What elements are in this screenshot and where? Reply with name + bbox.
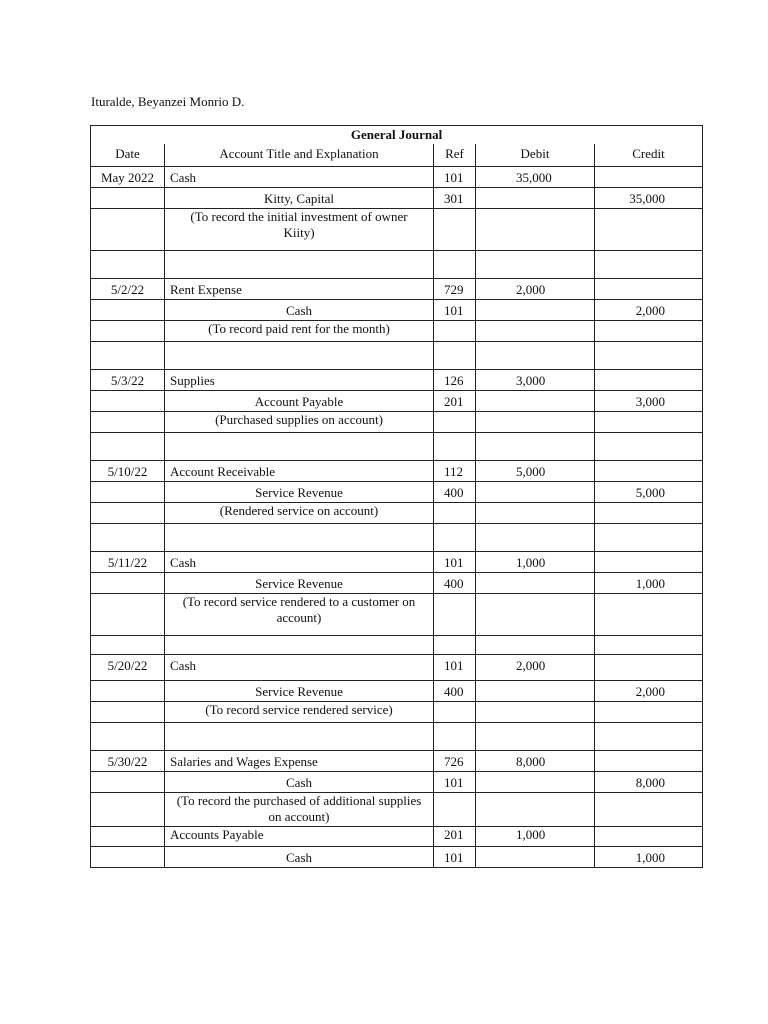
general-journal-table	[90, 125, 703, 868]
debit-amount	[476, 188, 595, 209]
entry-explanation: (To record service rendered service)	[165, 702, 434, 723]
table-row	[91, 702, 703, 723]
credit-amount: 2,000	[595, 300, 703, 321]
spacer-row	[91, 636, 703, 655]
empty-cell	[434, 793, 476, 827]
debit-account: Account Receivable	[165, 461, 434, 482]
table-row	[91, 209, 703, 251]
author-name: Ituralde, Beyanzei Monrio D.	[91, 94, 245, 109]
empty-cell	[595, 594, 703, 636]
empty-cell	[91, 772, 165, 793]
spacer-row	[91, 524, 703, 552]
credit-account: Cash	[165, 772, 434, 793]
empty-cell	[476, 482, 595, 503]
spacer-row	[91, 251, 703, 279]
ref-number: 101	[434, 300, 476, 321]
empty-cell	[476, 702, 595, 723]
empty-cell	[595, 751, 703, 772]
empty-cell	[476, 412, 595, 433]
empty-cell	[595, 827, 703, 847]
empty-cell	[476, 772, 595, 793]
ref-number: 126	[434, 370, 476, 391]
empty-cell	[595, 702, 703, 723]
entry-explanation: (To record service rendered to a customer on account)	[165, 594, 434, 636]
empty-cell	[434, 702, 476, 723]
header-row	[91, 144, 703, 167]
debit-amount: 35,000	[476, 167, 595, 188]
empty-cell	[91, 321, 165, 342]
credit-account: Service Revenue	[165, 573, 434, 594]
entry-explanation: (To record the purchased of additional supplies on account)	[165, 793, 434, 827]
empty-cell	[476, 391, 595, 412]
debit-account: Cash	[165, 655, 434, 681]
empty-cell	[595, 793, 703, 827]
table-row	[91, 167, 703, 188]
ref-number: 101	[434, 552, 476, 573]
empty-cell	[91, 702, 165, 723]
credit-amount: 35,000	[595, 188, 703, 209]
empty-cell	[476, 209, 595, 251]
entry-date	[91, 188, 165, 209]
entry-date: May 2022	[91, 167, 165, 188]
entry-date: 5/10/22	[91, 461, 165, 482]
empty-cell	[476, 573, 595, 594]
debit-amount: 8,000	[476, 751, 595, 772]
empty-cell	[91, 594, 165, 636]
debit-account: Rent Expense	[165, 279, 434, 300]
ref-number: 201	[434, 391, 476, 412]
credit-amount	[595, 167, 703, 188]
table-row	[91, 751, 703, 772]
debit-account: Cash	[165, 167, 434, 188]
table-row	[91, 552, 703, 573]
spacer-row	[91, 723, 703, 751]
entry-date: 5/3/22	[91, 370, 165, 391]
empty-cell	[595, 209, 703, 251]
ref-number: 101	[434, 167, 476, 188]
ref-number: 729	[434, 279, 476, 300]
empty-cell	[91, 300, 165, 321]
empty-cell	[91, 681, 165, 702]
table-row	[91, 655, 703, 681]
ref-number: 101	[434, 655, 476, 681]
table-row	[91, 772, 703, 793]
entry-explanation: (Rendered service on account)	[165, 503, 434, 524]
empty-cell	[434, 321, 476, 342]
empty-cell	[595, 321, 703, 342]
empty-cell	[476, 321, 595, 342]
spacer-row	[91, 433, 703, 461]
empty-cell	[91, 847, 165, 868]
credit-amount: 5,000	[595, 482, 703, 503]
ref-number: 400	[434, 573, 476, 594]
ref-number: 400	[434, 482, 476, 503]
table-row	[91, 482, 703, 503]
entry-explanation: (To record paid rent for the month)	[165, 321, 434, 342]
spacer-row	[91, 342, 703, 370]
empty-cell	[91, 209, 165, 251]
empty-cell	[476, 681, 595, 702]
empty-cell	[476, 300, 595, 321]
debit-amount: 2,000	[476, 279, 595, 300]
empty-cell	[595, 461, 703, 482]
empty-cell	[595, 655, 703, 681]
table-row	[91, 793, 703, 827]
empty-cell	[434, 594, 476, 636]
table-row	[91, 827, 703, 847]
debit-amount: 1,000	[476, 552, 595, 573]
debit-account: Accounts Payable	[165, 827, 434, 847]
entry-explanation: (Purchased supplies on account)	[165, 412, 434, 433]
empty-cell	[476, 594, 595, 636]
credit-amount: 2,000	[595, 681, 703, 702]
table-row	[91, 279, 703, 300]
credit-amount: 3,000	[595, 391, 703, 412]
table-row	[91, 370, 703, 391]
debit-account: Cash	[165, 552, 434, 573]
entry-date: 5/30/22	[91, 751, 165, 772]
table-row	[91, 188, 703, 209]
table-row	[91, 681, 703, 702]
header-ref: Ref	[434, 144, 476, 167]
empty-cell	[91, 573, 165, 594]
empty-cell	[91, 412, 165, 433]
header-debit: Debit	[476, 144, 595, 167]
header-credit: Credit	[595, 144, 703, 167]
empty-cell	[595, 503, 703, 524]
debit-account: Salaries and Wages Expense	[165, 751, 434, 772]
ref-number: 101	[434, 847, 476, 868]
table-row	[91, 321, 703, 342]
table-row	[91, 594, 703, 636]
ref-number: 301	[434, 188, 476, 209]
table-row	[91, 412, 703, 433]
debit-amount: 2,000	[476, 655, 595, 681]
empty-cell	[476, 503, 595, 524]
credit-account: Cash	[165, 300, 434, 321]
credit-amount	[595, 279, 703, 300]
empty-cell	[91, 482, 165, 503]
empty-cell	[476, 847, 595, 868]
table-row	[91, 503, 703, 524]
ref-number: 400	[434, 681, 476, 702]
ref-number: 201	[434, 827, 476, 847]
entry-explanation: (To record the initial investment of owner Kiity)	[165, 209, 434, 251]
empty-cell	[91, 827, 165, 847]
empty-cell	[595, 370, 703, 391]
empty-cell	[434, 412, 476, 433]
table-row	[91, 461, 703, 482]
entry-date: 5/2/22	[91, 279, 165, 300]
credit-account: Service Revenue	[165, 482, 434, 503]
credit-account: Cash	[165, 847, 434, 868]
empty-cell	[476, 793, 595, 827]
journal-title: General Journal	[91, 126, 703, 145]
credit-amount: 1,000	[595, 573, 703, 594]
header-date: Date	[91, 144, 165, 167]
empty-cell	[91, 391, 165, 412]
empty-cell	[91, 503, 165, 524]
debit-amount: 3,000	[476, 370, 595, 391]
empty-cell	[595, 412, 703, 433]
credit-account: Kitty, Capital	[165, 188, 434, 209]
header-account: Account Title and Explanation	[165, 144, 434, 167]
empty-cell	[595, 552, 703, 573]
empty-cell	[434, 209, 476, 251]
ref-number: 112	[434, 461, 476, 482]
credit-amount: 1,000	[595, 847, 703, 868]
table-row	[91, 300, 703, 321]
empty-cell	[91, 793, 165, 827]
credit-account: Service Revenue	[165, 681, 434, 702]
credit-account: Account Payable	[165, 391, 434, 412]
ref-number: 101	[434, 772, 476, 793]
table-row	[91, 391, 703, 412]
debit-amount: 5,000	[476, 461, 595, 482]
table-row	[91, 847, 703, 868]
entry-date: 5/11/22	[91, 552, 165, 573]
credit-amount: 8,000	[595, 772, 703, 793]
empty-cell	[434, 503, 476, 524]
debit-account: Supplies	[165, 370, 434, 391]
table-row	[91, 573, 703, 594]
ref-number: 726	[434, 751, 476, 772]
debit-amount: 1,000	[476, 827, 595, 847]
entry-date: 5/20/22	[91, 655, 165, 681]
